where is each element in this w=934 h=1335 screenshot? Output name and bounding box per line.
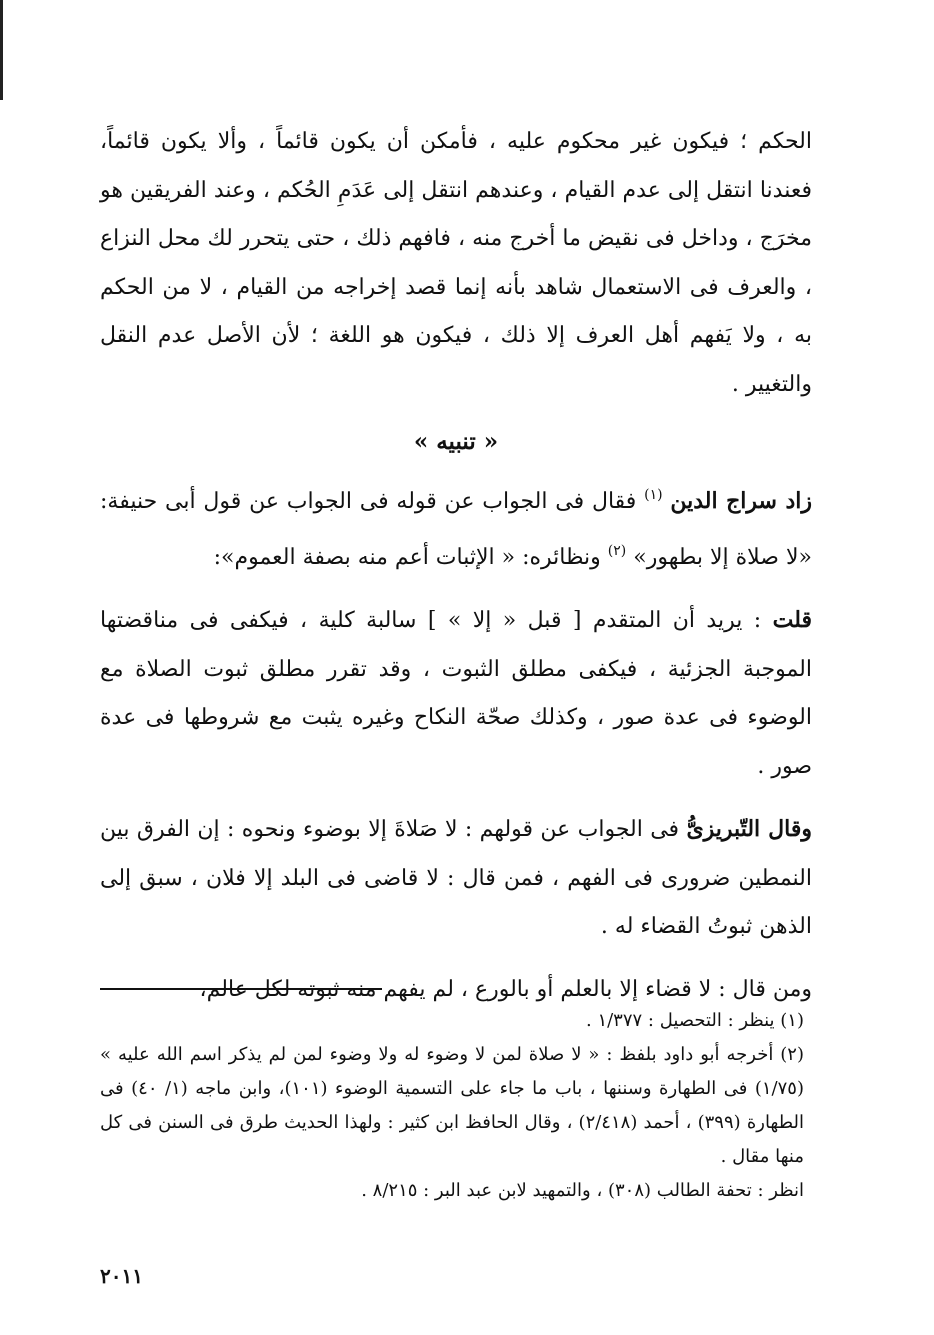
footnote-3: انظر : تحفة الطالب (٣٠٨) ، والتمهيد لابن عبد البر : ٨/٢١٥ . (361, 1180, 804, 1201)
paragraph-2-tail: ونظائره: « الإثبات أعم منه بصفة العموم»: (213, 544, 608, 570)
paragraph-3 (100, 596, 812, 791)
main-text (100, 118, 812, 1014)
paragraph-4-lead: وقال التّبريزىُّ (686, 816, 813, 842)
paragraph-4-body: فى الجواب عن قولهم : لا صَلاةَ إلا بوضوء ونحوه : إن الفرق بين النمطين ضرورى فى الفهم ، فمن قال : لا قاضى فى البلد إلا فلان ، سبق إلى الذهن ثبوتُ القضاء له . (100, 817, 812, 939)
paragraph-4 (100, 805, 812, 952)
paragraph-1: الحكم ؛ فيكون غير محكوم عليه ، فأمكن أن يكون قائماً ، وألا يكون قائماً، فعندنا انتقل إلى عدم القيام ، وعندهم انتقل إلى عَدَمِ الحُكم ، وعند الفريقين هو مخرَج ، وداخل فى نقيض ما أخرج منه ، فافهم ذلك ، حتى يتحرر لك محل النزاع ، والعرف فى الاستعمال شاهد بأنه إنما قصد إخراجه من القيام ، لا من الحكم به ، ولا يَفهم أهل العرف إلا ذلك ، فيكون هو اللغة ؛ لأن الأصل عدم النقل والتغيير . (100, 129, 812, 397)
paragraph-2-lead: زاد سراج الدين (670, 488, 812, 514)
paragraph-2 (100, 471, 812, 582)
footnote-1: (١) ينظر : التحصيل : ١/٣٧٧ . (585, 1010, 804, 1031)
section-heading: « تنبيه » (413, 428, 499, 455)
paragraph-3-lead: قلت (772, 607, 812, 633)
footnote-ref-1[interactable]: (١) (644, 487, 663, 503)
paragraph-5: ومن قال : لا قضاء إلا بالعلم أو بالورع ، لم يفهم منه ثبوته لكل عالم، (199, 976, 812, 1002)
page-number: ٢٠١١ (100, 1264, 143, 1288)
footnotes (100, 1004, 812, 1208)
paragraph-2-mid: فقال فى الجواب عن قوله فى الجواب عن قول أبى حنيفة: «لا صلاة إلا بطهور» (100, 489, 812, 570)
footnote-separator (100, 988, 382, 990)
page-edge-bar (0, 0, 3, 100)
footnote-ref-2[interactable]: (٢) (607, 542, 627, 559)
paragraph-3-body: : يريد أن المتقدم [ قبل « إلا » ] سالبة كلية ، فيكفى فى مناقضتها الموجبة الجزئية ، فيكفى مطلق الثبوت ، وقد تقرر مطلق ثبوت الصلاة مع الوضوء فى عدة صور ، وكذلك صحّة النكاح وغيره يثبت مع شروطها فى عدة صور . (100, 608, 812, 779)
footnote-2: (٢) أخرجه أبو داود بلفظ : « لا صلاة لمن لا وضوء له ولا وضوء لمن لم يذكر اسم الله عليه » (١/٧٥) فى الطهارة وسننها ، باب ما جاء على التسمية الوضوء (١٠١)، وابن ماجه (١/ ٤٠) فى الطهارة (٣٩٩) ، أحمد (٢/٤١٨) ، وقال الحافظ ابن كثير : ولهذا الحديث طرق فى السنن فى كل منها مقال . (100, 1044, 804, 1167)
